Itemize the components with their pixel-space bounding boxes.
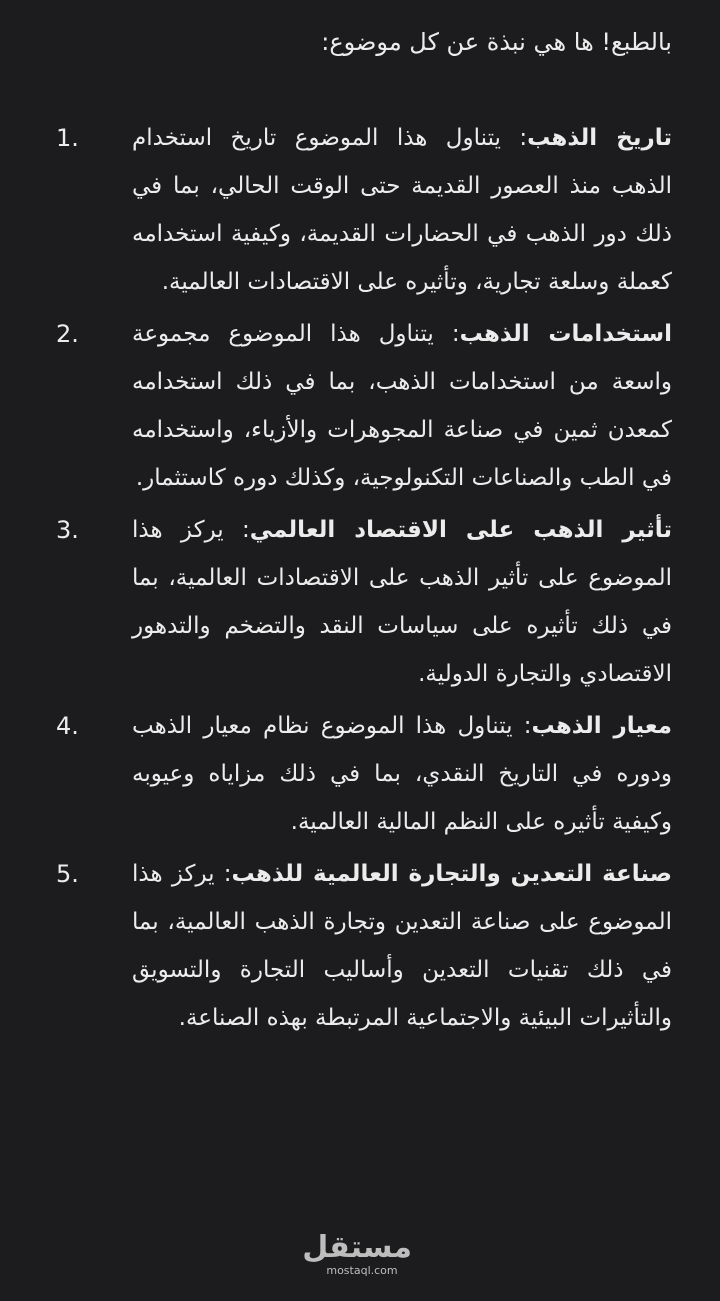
list-item-description: يركز هذا الموضوع على تأثير الذهب على الاقتصادات العالمية، بما في ذلك تأثيره على سياسات النقد والتضخم والتدهور الاقتصادي والتجارة الدولية. — [132, 517, 672, 687]
list-item-description: يتناول هذا الموضوع نظام معيار الذهب ودوره في التاريخ النقدي، بما في ذلك مزاياه وعيوبه وكيفية تأثيره على النظم المالية العالمية. — [132, 713, 672, 835]
list-item-title: تاريخ الذهب — [527, 125, 672, 151]
message-intro: بالطبع! ها هي نبذة عن كل موضوع: — [321, 28, 672, 56]
list-item — [0, 702, 720, 846]
mostaql-watermark — [302, 1230, 412, 1278]
watermark-logo: مستقل — [302, 1230, 412, 1265]
list-item-title: تأثير الذهب على الاقتصاد العالمي — [249, 517, 672, 543]
list-item-description: يتناول هذا الموضوع تاريخ استخدام الذهب منذ العصور القديمة حتى الوقت الحالي، بما في ذلك دور الذهب في الحضارات القديمة، وكيفية استخدامه كعملة وسلعة تجارية، وتأثيره على الاقتصادات العالمية. — [132, 125, 672, 295]
list-item — [0, 310, 720, 502]
list-item-number: 2. — [56, 320, 79, 348]
watermark-url: mostaql.com — [326, 1264, 398, 1277]
list-item-title: صناعة التعدين والتجارة العالمية للذهب — [231, 861, 672, 887]
list-item-number: 4. — [56, 712, 79, 740]
list-item — [0, 506, 720, 698]
list-item-number: 1. — [56, 124, 79, 152]
topic-list — [0, 114, 720, 1042]
assistant-message — [0, 18, 720, 1046]
list-item-number: 5. — [56, 860, 79, 888]
list-item-body: تاريخ الذهب: يتناول هذا الموضوع تاريخ استخدام الذهب منذ العصور القديمة حتى الوقت الحالي، بما في ذلك دور الذهب في الحضارات القديمة، وكيفية استخدامه كعملة وسلعة تجارية، وتأثيره على الاقتصادات العالمية. — [132, 125, 672, 295]
list-item-number: 3. — [56, 516, 79, 544]
list-item-title: استخدامات الذهب — [459, 321, 673, 347]
list-item — [0, 850, 720, 1042]
list-item-description: يركز هذا الموضوع على صناعة التعدين وتجارة الذهب العالمية، بما في ذلك تقنيات التعدين وأساليب التجارة والتسويق والتأثيرات البيئية والاجتماعية المرتبطة بهذه الصناعة. — [132, 861, 672, 1031]
list-item-title: معيار الذهب — [531, 713, 672, 739]
list-item-body: استخدامات الذهب: يتناول هذا الموضوع مجموعة واسعة من استخدامات الذهب، بما في ذلك استخدامه كمعدن ثمين في صناعة المجوهرات والأزياء، واستخدامه في الطب والصناعات التكنولوجية، وكذلك دوره كاستثمار. — [132, 321, 673, 491]
list-item — [0, 114, 720, 306]
list-item-body: صناعة التعدين والتجارة العالمية للذهب: يركز هذا الموضوع على صناعة التعدين وتجارة الذهب العالمية، بما في ذلك تقنيات التعدين وأساليب التجارة والتسويق والتأثيرات البيئية والاجتماعية المرتبطة بهذه الصناعة. — [132, 861, 672, 1031]
list-item-body: معيار الذهب: يتناول هذا الموضوع نظام معيار الذهب ودوره في التاريخ النقدي، بما في ذلك مزاياه وعيوبه وكيفية تأثيره على النظم المالية العالمية. — [132, 713, 672, 835]
list-item-body: تأثير الذهب على الاقتصاد العالمي: يركز هذا الموضوع على تأثير الذهب على الاقتصادات العالمية، بما في ذلك تأثيره على سياسات النقد والتضخم والتدهور الاقتصادي والتجارة الدولية. — [132, 517, 672, 687]
list-item-description: يتناول هذا الموضوع مجموعة واسعة من استخدامات الذهب، بما في ذلك استخدامه كمعدن ثمين في صناعة المجوهرات والأزياء، واستخدامه في الطب والصناعات التكنولوجية، وكذلك دوره كاستثمار. — [132, 321, 672, 491]
